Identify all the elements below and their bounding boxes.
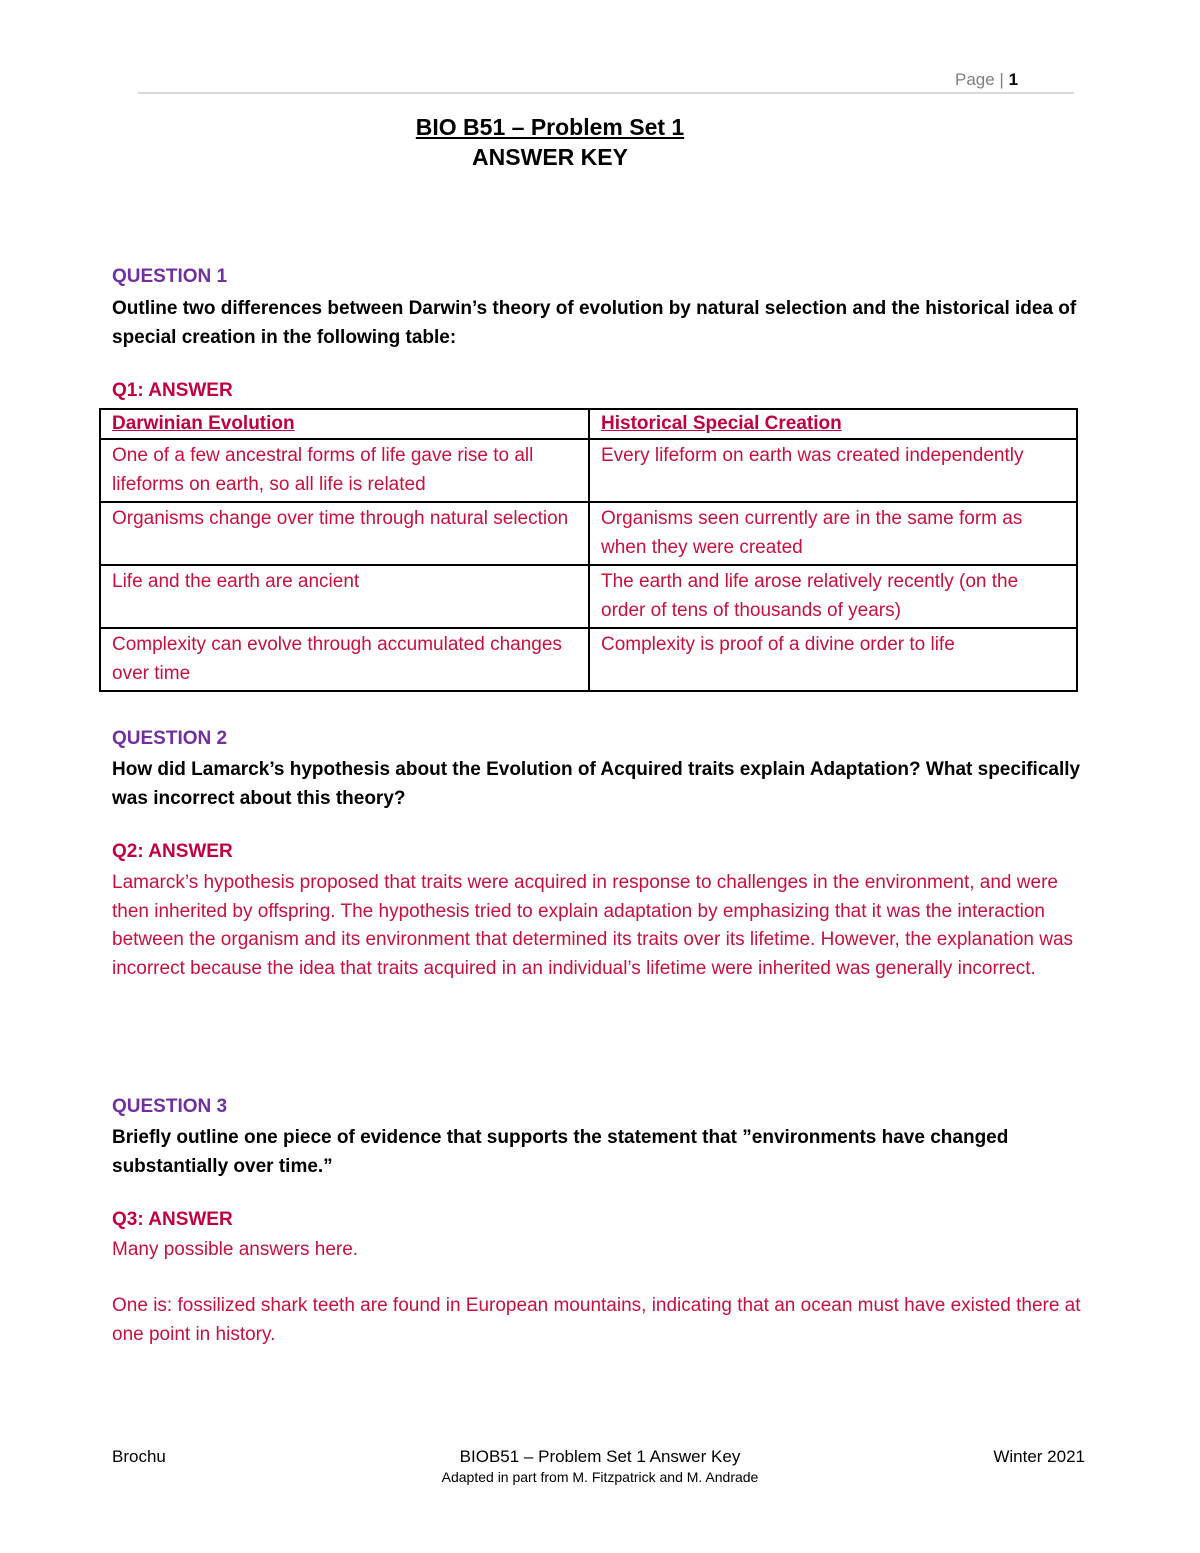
q3-answer-intro: Many possible answers here.: [112, 1239, 359, 1260]
document-title: [100, 112, 1000, 172]
table-cell: The earth and life arose relatively recently (on the order of tens of thousands of years): [589, 565, 1077, 628]
q2-answer-text: Lamarck’s hypothesis proposed that traits were acquired in response to challenges in the environment, and were then inherited by offspring. The hypothesis tried to explain adaptation by emphasizing that it was the interaction between the organism and its environment that determined its traits over its lifetime. However, the explanation was incorrect because the idea that traits acquired in an individual’s lifetime were inherited was generally incorrect.: [112, 872, 1074, 979]
q1-answer-table: [99, 408, 1078, 692]
table-row: [100, 502, 1077, 565]
table-row: [100, 565, 1077, 628]
question-3-label: QUESTION 3: [112, 1096, 228, 1117]
page-label: Page |: [955, 70, 1004, 89]
q3-answer-example: One is: fossilized shark teeth are found in European mountains, indicating that an ocean must have existed there at one point in history.: [112, 1295, 1081, 1345]
question-2-label: QUESTION 2: [112, 728, 228, 749]
page-number-header: [955, 70, 1018, 90]
q3-answer-label: Q3: ANSWER: [112, 1209, 233, 1230]
table-header-row: [100, 409, 1077, 439]
page-number: 1: [1008, 70, 1019, 89]
q1-answer-label: Q1: ANSWER: [112, 380, 233, 401]
table-header-special-creation: Historical Special Creation: [589, 409, 1077, 439]
footer-title: BIOB51 – Problem Set 1 Answer Key: [459, 1447, 741, 1466]
table-header-darwinian: Darwinian Evolution: [100, 409, 589, 439]
footer-attribution: Adapted in part from M. Fitzpatrick and M. Andrade: [441, 1469, 759, 1485]
question-2-prompt: How did Lamarck’s hypothesis about the Evolution of Acquired traits explain Adaptation? What specifically was incorrect about this theory?: [112, 759, 1081, 809]
q2-answer-label: Q2: ANSWER: [112, 841, 233, 862]
title-course: BIO B51 – Problem Set 1: [415, 114, 685, 140]
footer-author: Brochu: [112, 1447, 166, 1466]
table-cell: Organisms change over time through natural selection: [100, 502, 589, 565]
table-cell: Complexity can evolve through accumulated changes over time: [100, 628, 589, 691]
table-cell: Life and the earth are ancient: [100, 565, 589, 628]
table-cell: Complexity is proof of a divine order to life: [589, 628, 1077, 691]
footer-term: Winter 2021: [993, 1447, 1085, 1466]
title-subtitle: ANSWER KEY: [472, 144, 628, 170]
table-cell: Organisms seen currently are in the same form as when they were created: [589, 502, 1077, 565]
question-1-prompt: Outline two differences between Darwin’s theory of evolution by natural selection and the historical idea of special creation in the following table:: [112, 298, 1077, 348]
table-row: [100, 628, 1077, 691]
question-1-label: QUESTION 1: [112, 266, 228, 287]
table-cell: Every lifeform on earth was created independently: [589, 439, 1077, 502]
table-cell: One of a few ancestral forms of life gave rise to all lifeforms on earth, so all life is related: [100, 439, 589, 502]
header-divider: [138, 92, 1074, 94]
question-3-prompt: Briefly outline one piece of evidence that supports the statement that ”environments have changed substantially over time.”: [112, 1127, 1009, 1177]
table-row: [100, 439, 1077, 502]
